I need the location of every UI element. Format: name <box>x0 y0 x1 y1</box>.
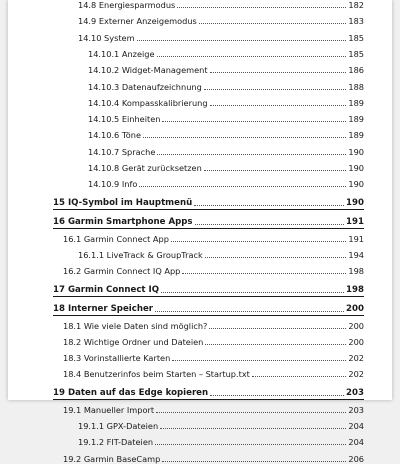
toc-page-number: 206 <box>348 453 364 464</box>
toc-entry-row[interactable] <box>8 45 392 59</box>
toc-entry-row[interactable] <box>8 365 392 379</box>
toc-entry-row[interactable] <box>8 29 392 43</box>
toc-entry-title: 14.10.1 Anzeige <box>88 48 155 59</box>
toc-entry-title: 16.1 Garmin Connect App <box>63 233 169 244</box>
toc-page-number: 202 <box>348 353 364 364</box>
toc-page-number: 182 <box>348 0 364 10</box>
dot-leader <box>162 461 346 462</box>
toc-page-number: 191 <box>346 217 364 228</box>
dot-leader <box>194 205 344 206</box>
toc-entry-title: 19.1 Manueller Import <box>63 404 155 415</box>
dot-leader <box>161 292 344 293</box>
toc-entry-row[interactable] <box>8 175 392 189</box>
dot-leader <box>210 72 347 73</box>
dot-leader <box>205 344 346 345</box>
toc-entry-row[interactable] <box>8 246 392 260</box>
toc-entry-title: 19.1.2 FIT-Dateien <box>78 437 154 448</box>
toc-page-number: 194 <box>348 249 364 260</box>
toc-page-number: 186 <box>348 65 364 76</box>
toc-entry-row[interactable] <box>8 401 392 415</box>
dot-leader <box>171 241 346 242</box>
dot-leader <box>210 395 344 396</box>
toc-page-number: 200 <box>348 336 364 347</box>
toc-chapter-row[interactable] <box>8 213 392 227</box>
toc-page-number: 190 <box>348 146 364 157</box>
toc-entry-title: 19.2 Garmin BaseCamp <box>63 453 161 464</box>
toc-page-number: 191 <box>348 233 364 244</box>
toc-page-number: 203 <box>346 388 364 399</box>
toc-entry-row[interactable] <box>8 417 392 431</box>
dot-leader <box>139 186 346 187</box>
toc-page-number: 189 <box>348 97 364 108</box>
dot-leader <box>156 412 346 413</box>
toc-chapter-row[interactable] <box>8 300 392 314</box>
toc-entry-title: 19 Daten auf das Edge kopieren <box>53 388 209 399</box>
dot-leader <box>155 444 346 445</box>
toc-entry-title: 14.10.7 Sprache <box>88 146 156 157</box>
toc-entry-title: 18.3 Vorinstallierte Karten <box>63 353 171 364</box>
dot-leader <box>155 311 344 312</box>
dot-leader <box>160 428 346 429</box>
toc-page-number: 183 <box>348 16 364 27</box>
toc-entry-title: 14.10 System <box>78 32 135 43</box>
toc-entry-title: 16 Garmin Smartphone Apps <box>53 217 193 228</box>
dot-leader <box>172 360 346 361</box>
toc-page-number: 185 <box>348 32 364 43</box>
toc-page-number: 190 <box>348 163 364 173</box>
toc-entry-title: 14.10.8 Gerät zurücksetzen <box>88 163 202 173</box>
dot-leader <box>204 89 347 90</box>
toc-entry-row[interactable] <box>8 317 392 331</box>
dot-leader <box>195 224 345 225</box>
toc-entry-row[interactable] <box>8 61 392 75</box>
toc-chapter-row[interactable] <box>8 281 392 295</box>
toc-entry-title: 18.4 Benutzerinfos beim Starten – Startup.txt <box>63 369 250 380</box>
toc-page-number: 203 <box>348 404 364 415</box>
dot-leader <box>137 40 347 41</box>
toc-entry-title: 14.10.2 Widget-Management <box>88 65 208 76</box>
toc-page-number: 198 <box>348 266 364 277</box>
toc-entry-title: 14.10.9 Info <box>88 179 138 190</box>
dot-leader <box>252 376 346 377</box>
dot-leader <box>199 23 347 24</box>
toc-entry-row[interactable] <box>8 94 392 108</box>
toc-entry-row[interactable] <box>8 126 392 140</box>
toc-entry-row[interactable] <box>8 349 392 363</box>
toc-entry-title: 14.9 Externer Anzeigemodus <box>78 16 197 27</box>
toc-entry-title: 14.10.6 Töne <box>88 130 142 141</box>
toc-page-number: 204 <box>348 437 364 448</box>
dot-leader <box>157 154 346 155</box>
toc-entry-row[interactable] <box>8 433 392 447</box>
toc-entry-row[interactable] <box>8 262 392 276</box>
toc-entry-title: 18 Interner Speicher <box>53 304 154 315</box>
toc-entry-row[interactable] <box>8 78 392 92</box>
toc-entry-row[interactable] <box>8 159 392 173</box>
toc-entry-title: 14.10.5 Einheiten <box>88 114 161 125</box>
dot-leader <box>210 105 347 106</box>
toc-page-number: 198 <box>346 285 364 296</box>
toc-entry-title: 16.2 Garmin Connect IQ App <box>63 266 181 277</box>
toc-entry-row[interactable] <box>8 110 392 124</box>
toc-page-number: 188 <box>348 81 364 92</box>
toc-page-number: 204 <box>348 421 364 431</box>
toc-entry-row[interactable] <box>8 143 392 157</box>
toc-entry-title: 18.1 Wie viele Daten sind möglich? <box>63 320 208 331</box>
toc-page-number: 190 <box>346 198 364 209</box>
toc-entry-title: 15 IQ-Symbol im Hauptmenü <box>53 198 193 209</box>
toc-page-number: 200 <box>346 304 364 315</box>
toc-page-number: 200 <box>348 320 364 331</box>
toc-chapter-row[interactable] <box>8 384 392 398</box>
dot-leader <box>204 170 347 171</box>
document-page <box>8 0 392 464</box>
toc-entry-row[interactable] <box>8 230 392 244</box>
toc-entry-row[interactable] <box>8 0 392 10</box>
toc-entry-row[interactable] <box>8 12 392 26</box>
toc-chapter-row[interactable] <box>8 194 392 208</box>
toc-entry-title: 18.2 Wichtige Ordner und Dateien <box>63 336 204 347</box>
dot-leader <box>177 7 346 8</box>
toc-entry-title: 17 Garmin Connect IQ <box>53 285 160 296</box>
toc-page-number: 190 <box>348 179 364 190</box>
toc-page-number: 189 <box>348 114 364 125</box>
toc-page-number: 189 <box>348 130 364 141</box>
toc-entry-title: 14.10.3 Datenaufzeichnung <box>88 81 202 92</box>
dot-leader <box>205 257 347 258</box>
dot-leader <box>157 56 347 57</box>
toc-entry-title: 14.10.4 Kompasskalibrierung <box>88 97 208 108</box>
toc-entry-title: 16.1.1 LiveTrack & GroupTrack <box>78 249 203 260</box>
dot-leader <box>162 121 346 122</box>
toc-entry-title: 14.8 Energiesparmodus <box>78 0 176 10</box>
dot-leader <box>182 273 346 274</box>
toc-entry-row[interactable] <box>8 450 392 464</box>
toc-page-number: 185 <box>348 48 364 59</box>
dot-leader <box>143 137 346 138</box>
toc-page-number: 202 <box>348 369 364 380</box>
dot-leader <box>209 328 346 329</box>
toc-entry-row[interactable] <box>8 333 392 347</box>
toc-entry-title: 19.1.1 GPX-Dateien <box>78 421 159 431</box>
